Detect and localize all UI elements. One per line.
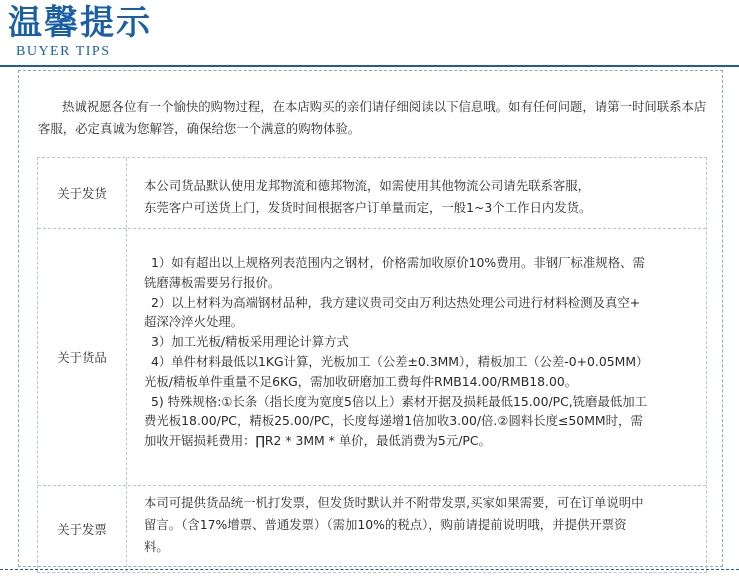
text-line: 超深冷淬火处理。 — [144, 314, 244, 330]
row-content-goods — [127, 229, 706, 485]
header-rule — [0, 65, 739, 67]
text-line: 料。 — [144, 539, 169, 554]
table-row-invoice — [38, 485, 706, 572]
text-line: 费光板18.00/PC，精板25.00/PC，长度每递增1倍加收3.00/倍.②圆料长度≤50MM时，需 — [144, 413, 643, 429]
table-row-shipping — [38, 158, 706, 228]
row-content-invoice — [127, 486, 706, 572]
row-label-invoice: 关于发票 — [38, 486, 127, 572]
text-line: 铣磨薄板需要另行报价。 — [144, 274, 281, 290]
text-line: 加收开锯损耗费用：∏R2 * 3MM * 单价，最低消费为5元/PC。 — [144, 433, 491, 449]
text-line: 4）单件材料最低以1KG计算，光板加工（公差±0.3MM），精板加工（公差-0+0.05MM） — [151, 353, 649, 369]
header — [0, 0, 739, 66]
row-content-shipping — [127, 158, 706, 228]
text-line: 东莞客户可送货上门，发货时间根据客户订单量而定，一般1~3个工作日内发货。 — [144, 200, 592, 215]
text-line: 2）以上材料为高端钢材品种，我方建议贵司交由万利达热处理公司进行材料检测及真空+ — [151, 294, 641, 310]
intro-text: 热诚祝愿各位有一个愉快的购物过程，在本店购买的亲们请仔细阅读以下信息哦。如有任何问题，请第一时间联系本店客服，必定真诚为您解答，确保给您一个满意的购物体验。 — [38, 99, 707, 136]
text-line: 5) 特殊规格:①长条（指长度为宽度5倍以上）素材开据及损耗最低15.00/PC,铣磨最低加工 — [151, 393, 648, 409]
text-line: 本司可提供货品统一机打发票，但发货时默认并不附带发票,买家如果需要，可在订单说明中 — [144, 495, 644, 510]
info-table — [37, 157, 707, 573]
text-line: 留言。（含17%增票、普通发票）（需加10%的税点），购前请提前说明哦，并提供开票资 — [144, 517, 627, 532]
text-line: 光板/精板单件重量不足6KG，需加收研磨加工费每件RMB14.00/RMB18.00。 — [144, 373, 578, 389]
row-label-shipping: 关于发货 — [38, 158, 127, 228]
row-label-goods: 关于货品 — [38, 229, 127, 485]
text-line: 本公司货品默认使用龙邦物流和德邦物流，如需使用其他物流公司请先联系客服， — [144, 178, 591, 193]
table-row-goods — [38, 228, 706, 485]
text-line: 3）加工光板/精板采用理论计算方式 — [151, 334, 349, 350]
footer-rule — [0, 569, 739, 570]
intro-paragraph — [38, 96, 713, 140]
text-line: 1）如有超出以上规格列表范围内之钢材，价格需加收原价10%费用。非钢厂标准规格、需 — [151, 255, 645, 270]
page-subtitle: BUYER TIPS — [16, 44, 111, 59]
page-title: 温馨提示 — [8, 3, 152, 43]
